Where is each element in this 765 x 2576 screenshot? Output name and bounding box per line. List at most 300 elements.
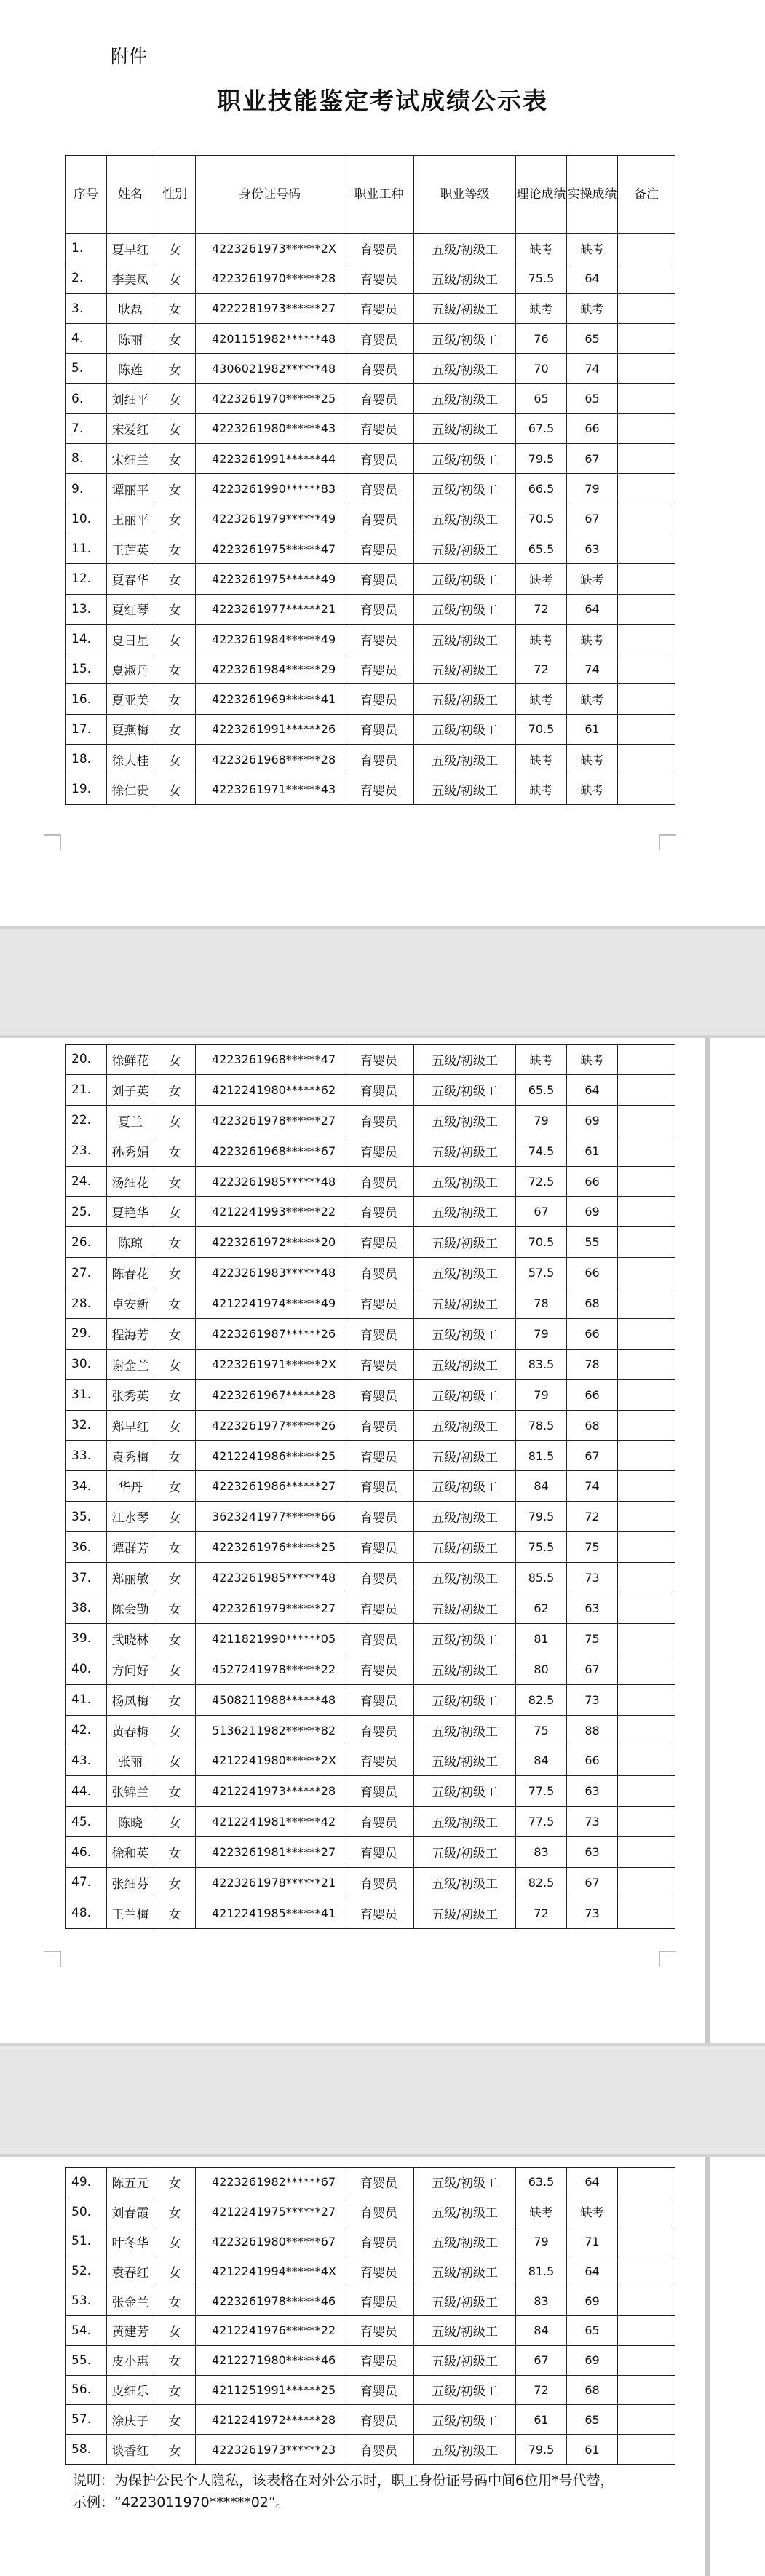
cell-name: 徐鲜花: [107, 1045, 154, 1075]
cell-id: 4223261980******43: [196, 413, 344, 443]
cell-practice: 61: [567, 2435, 618, 2465]
cell-theory: 76: [516, 323, 567, 353]
cell-name: 陈春花: [107, 1258, 154, 1288]
cell-remark: [618, 293, 675, 323]
cell-gender: 女: [154, 2256, 196, 2286]
cell-gender: 女: [154, 1227, 196, 1258]
table-row: [66, 1776, 675, 1807]
cell-name: 方问好: [107, 1654, 154, 1684]
cell-remark: [618, 1776, 675, 1807]
cell-practice: 73: [567, 1684, 618, 1715]
cell-job: 育婴员: [344, 684, 414, 714]
cell-practice: 67: [567, 1440, 618, 1471]
cell-level: 五级/初级工: [414, 1623, 516, 1654]
table-row: [66, 1410, 675, 1440]
cell-remark: [618, 1166, 675, 1197]
cell-theory: 79.5: [516, 1502, 567, 1532]
cell-job: 育婴员: [344, 2256, 414, 2286]
cell-gender: 女: [154, 1045, 196, 1075]
cell-seq: 34.: [66, 1471, 107, 1502]
cell-remark: [618, 1563, 675, 1593]
cell-gender: 女: [154, 2435, 196, 2465]
cell-gender: 女: [154, 714, 196, 744]
cell-remark: [618, 1349, 675, 1379]
cell-seq: 21.: [66, 1074, 107, 1105]
cell-practice: 65: [567, 2315, 618, 2345]
cell-level: 五级/初级工: [414, 1288, 516, 1319]
table-row: [66, 594, 675, 624]
cell-seq: 28.: [66, 1288, 107, 1319]
cell-level: 五级/初级工: [414, 564, 516, 594]
cell-job: 育婴员: [344, 714, 414, 744]
cell-theory: 79.5: [516, 2435, 567, 2465]
cell-gender: 女: [154, 354, 196, 384]
cell-remark: [618, 1837, 675, 1868]
cell-name: 陈莲: [107, 354, 154, 384]
cell-remark: [618, 1868, 675, 1898]
cell-theory: 缺考: [516, 624, 567, 654]
cell-name: 夏早红: [107, 234, 154, 263]
attachment-label: 附件: [111, 46, 148, 67]
cell-job: 育婴员: [344, 1379, 414, 1410]
cell-seq: 16.: [66, 684, 107, 714]
header-theory: 理论成绩: [516, 156, 567, 234]
cell-level: 五级/初级工: [414, 1319, 516, 1350]
cell-seq: 36.: [66, 1532, 107, 1563]
cell-level: 五级/初级工: [414, 1136, 516, 1166]
cell-job: 育婴员: [344, 1166, 414, 1197]
cell-remark: [618, 1593, 675, 1624]
cell-seq: 27.: [66, 1258, 107, 1288]
cell-gender: 女: [154, 534, 196, 563]
cell-theory: 79: [516, 1319, 567, 1350]
cell-theory: 63.5: [516, 2168, 567, 2197]
cell-theory: 72: [516, 1898, 567, 1928]
cell-remark: [618, 1898, 675, 1928]
cell-theory: 79.5: [516, 444, 567, 474]
table-row: [66, 2286, 675, 2316]
cell-gender: 女: [154, 1258, 196, 1288]
cell-seq: 20.: [66, 1045, 107, 1075]
cell-practice: 69: [567, 2286, 618, 2316]
cell-gender: 女: [154, 1807, 196, 1837]
cell-remark: [618, 2345, 675, 2375]
cell-name: 徐和英: [107, 1837, 154, 1868]
cell-remark: [618, 444, 675, 474]
cell-practice: 67: [567, 1654, 618, 1684]
cell-id: 4212241994******4X: [196, 2256, 344, 2286]
cell-job: 育婴员: [344, 1227, 414, 1258]
cell-theory: 72: [516, 594, 567, 624]
cell-seq: 44.: [66, 1776, 107, 1807]
score-table-page-1: [65, 155, 675, 805]
cell-gender: 女: [154, 1654, 196, 1684]
cell-job: 育婴员: [344, 1868, 414, 1898]
cell-id: 4212241972******28: [196, 2405, 344, 2435]
cell-level: 五级/初级工: [414, 263, 516, 293]
cell-name: 涂庆子: [107, 2405, 154, 2435]
cell-remark: [618, 1471, 675, 1502]
cell-seq: 45.: [66, 1807, 107, 1837]
cell-job: 育婴员: [344, 1807, 414, 1837]
cell-remark: [618, 384, 675, 413]
cell-name: 叶冬华: [107, 2227, 154, 2256]
cell-job: 育婴员: [344, 2315, 414, 2345]
cell-level: 五级/初级工: [414, 1898, 516, 1928]
cell-practice: 63: [567, 534, 618, 563]
cell-remark: [618, 2315, 675, 2345]
cell-name: 华丹: [107, 1471, 154, 1502]
cell-gender: 女: [154, 1410, 196, 1440]
cell-seq: 5.: [66, 354, 107, 384]
cell-practice: 88: [567, 1715, 618, 1745]
cell-job: 育婴员: [344, 1745, 414, 1776]
cell-level: 五级/初级工: [414, 413, 516, 443]
cell-job: 育婴员: [344, 2405, 414, 2435]
cell-job: 育婴员: [344, 1563, 414, 1593]
cell-remark: [618, 1684, 675, 1715]
crop-mark-right: [659, 1951, 676, 1967]
cell-id: 4223261979******27: [196, 1593, 344, 1624]
cell-theory: 81.5: [516, 2256, 567, 2286]
cell-job: 育婴员: [344, 1471, 414, 1502]
cell-seq: 53.: [66, 2286, 107, 2316]
cell-level: 五级/初级工: [414, 1105, 516, 1136]
table-row: [66, 504, 675, 534]
cell-name: 陈琼: [107, 1227, 154, 1258]
cell-id: 4223261971******43: [196, 774, 344, 804]
cell-gender: 女: [154, 684, 196, 714]
cell-level: 五级/初级工: [414, 474, 516, 504]
table-row: [66, 1593, 675, 1624]
cell-id: 5136211982******82: [196, 1715, 344, 1745]
cell-name: 陈丽: [107, 323, 154, 353]
cell-practice: 66: [567, 1258, 618, 1288]
cell-theory: 70.5: [516, 1227, 567, 1258]
cell-name: 李美凤: [107, 263, 154, 293]
cell-id: 4223261975******49: [196, 564, 344, 594]
cell-gender: 女: [154, 323, 196, 353]
cell-theory: 66.5: [516, 474, 567, 504]
cell-job: 育婴员: [344, 564, 414, 594]
cell-id: 4527241978******22: [196, 1654, 344, 1684]
cell-practice: 68: [567, 1410, 618, 1440]
cell-name: 张金兰: [107, 2286, 154, 2316]
cell-theory: 67: [516, 1197, 567, 1227]
cell-name: 夏红琴: [107, 594, 154, 624]
cell-gender: 女: [154, 293, 196, 323]
cell-seq: 48.: [66, 1898, 107, 1928]
cell-id: 4223261970******25: [196, 384, 344, 413]
cell-seq: 4.: [66, 323, 107, 353]
cell-level: 五级/初级工: [414, 1837, 516, 1868]
cell-name: 谭丽平: [107, 474, 154, 504]
table-row: [66, 1136, 675, 1166]
cell-job: 育婴员: [344, 1136, 414, 1166]
cell-id: 4212241974******49: [196, 1288, 344, 1319]
cell-gender: 女: [154, 1502, 196, 1532]
cell-theory: 缺考: [516, 1045, 567, 1075]
cell-seq: 43.: [66, 1745, 107, 1776]
cell-name: 陈会勤: [107, 1593, 154, 1624]
cell-job: 育婴员: [344, 2227, 414, 2256]
cell-name: 张丽: [107, 1745, 154, 1776]
cell-id: 4223261978******27: [196, 1105, 344, 1136]
cell-level: 五级/初级工: [414, 1684, 516, 1715]
cell-name: 王丽平: [107, 504, 154, 534]
cell-remark: [618, 1410, 675, 1440]
cell-seq: 23.: [66, 1136, 107, 1166]
cell-job: 育婴员: [344, 474, 414, 504]
cell-practice: 74: [567, 1471, 618, 1502]
cell-id: 4211251991******25: [196, 2375, 344, 2405]
cell-theory: 82.5: [516, 1684, 567, 1715]
cell-theory: 缺考: [516, 2197, 567, 2227]
cell-gender: 女: [154, 654, 196, 684]
cell-level: 五级/初级工: [414, 2197, 516, 2227]
cell-practice: 缺考: [567, 774, 618, 804]
cell-id: 4223261986******27: [196, 1471, 344, 1502]
cell-remark: [618, 2375, 675, 2405]
cell-remark: [618, 1227, 675, 1258]
cell-seq: 35.: [66, 1502, 107, 1532]
header-job: 职业工种: [344, 156, 414, 234]
cell-theory: 缺考: [516, 293, 567, 323]
cell-practice: 74: [567, 654, 618, 684]
cell-id: 4212241981******42: [196, 1807, 344, 1837]
cell-seq: 24.: [66, 1166, 107, 1197]
cell-seq: 42.: [66, 1715, 107, 1745]
cell-gender: 女: [154, 594, 196, 624]
cell-name: 汤细花: [107, 1166, 154, 1197]
header-gender: 性别: [154, 156, 196, 234]
cell-practice: 61: [567, 714, 618, 744]
cell-level: 五级/初级工: [414, 444, 516, 474]
table-row: [66, 354, 675, 384]
cell-seq: 9.: [66, 474, 107, 504]
table-row: [66, 384, 675, 413]
cell-level: 五级/初级工: [414, 594, 516, 624]
cell-job: 育婴员: [344, 413, 414, 443]
cell-gender: 女: [154, 504, 196, 534]
cell-practice: 75: [567, 1623, 618, 1654]
cell-name: 黄春梅: [107, 1715, 154, 1745]
cell-gender: 女: [154, 263, 196, 293]
cell-theory: 缺考: [516, 684, 567, 714]
table-row: [66, 474, 675, 504]
cell-job: 育婴员: [344, 384, 414, 413]
cell-theory: 缺考: [516, 745, 567, 774]
table-row: [66, 1440, 675, 1471]
cell-remark: [618, 1258, 675, 1288]
cell-remark: [618, 1105, 675, 1136]
cell-practice: 64: [567, 1074, 618, 1105]
table-row: [66, 263, 675, 293]
cell-practice: 64: [567, 2256, 618, 2286]
cell-practice: 缺考: [567, 293, 618, 323]
cell-practice: 63: [567, 1776, 618, 1807]
cell-id: 4306021982******48: [196, 354, 344, 384]
table-row: [66, 774, 675, 804]
cell-practice: 69: [567, 1197, 618, 1227]
cell-level: 五级/初级工: [414, 2286, 516, 2316]
cell-remark: [618, 594, 675, 624]
cell-seq: 55.: [66, 2345, 107, 2375]
cell-name: 耿磊: [107, 293, 154, 323]
cell-id: 4212241986******25: [196, 1440, 344, 1471]
cell-practice: 63: [567, 1837, 618, 1868]
cell-theory: 缺考: [516, 774, 567, 804]
cell-job: 育婴员: [344, 1502, 414, 1532]
cell-job: 育婴员: [344, 1045, 414, 1075]
cell-remark: [618, 1745, 675, 1776]
cell-job: 育婴员: [344, 323, 414, 353]
cell-seq: 6.: [66, 384, 107, 413]
cell-name: 谭群芳: [107, 1532, 154, 1563]
cell-job: 育婴员: [344, 1410, 414, 1440]
cell-level: 五级/初级工: [414, 1440, 516, 1471]
cell-job: 育婴员: [344, 745, 414, 774]
cell-remark: [618, 774, 675, 804]
cell-theory: 77.5: [516, 1807, 567, 1837]
cell-gender: 女: [154, 2227, 196, 2256]
cell-id: 4223261980******67: [196, 2227, 344, 2256]
cell-gender: 女: [154, 234, 196, 263]
cell-practice: 74: [567, 354, 618, 384]
cell-id: 4223261978******21: [196, 1868, 344, 1898]
table-row: [66, 1807, 675, 1837]
cell-name: 袁秀梅: [107, 1440, 154, 1471]
table-row: [66, 684, 675, 714]
cell-gender: 女: [154, 774, 196, 804]
cell-practice: 65: [567, 323, 618, 353]
cell-gender: 女: [154, 1563, 196, 1593]
note-line-2: 示例：“4223011970******02”。: [73, 2494, 290, 2510]
cell-id: 4222281973******27: [196, 293, 344, 323]
cell-theory: 61: [516, 2405, 567, 2435]
cell-seq: 2.: [66, 263, 107, 293]
cell-practice: 67: [567, 444, 618, 474]
table-row: [66, 444, 675, 474]
cell-id: 4223261970******28: [196, 263, 344, 293]
cell-theory: 81.5: [516, 1440, 567, 1471]
table-row: [66, 654, 675, 684]
table-row: [66, 2345, 675, 2375]
cell-seq: 10.: [66, 504, 107, 534]
cell-gender: 女: [154, 1319, 196, 1350]
cell-job: 育婴员: [344, 2168, 414, 2197]
table-row: [66, 1898, 675, 1928]
cell-job: 育婴员: [344, 2345, 414, 2375]
cell-level: 五级/初级工: [414, 1532, 516, 1563]
cell-name: 夏日星: [107, 624, 154, 654]
cell-level: 五级/初级工: [414, 2405, 516, 2435]
cell-practice: 缺考: [567, 564, 618, 594]
cell-name: 孙秀娟: [107, 1136, 154, 1166]
cell-practice: 73: [567, 1898, 618, 1928]
cell-theory: 70: [516, 354, 567, 384]
cell-name: 夏兰: [107, 1105, 154, 1136]
cell-id: 4223261983******48: [196, 1258, 344, 1288]
cell-id: 4212271980******46: [196, 2345, 344, 2375]
cell-seq: 22.: [66, 1105, 107, 1136]
table-row: [66, 234, 675, 263]
cell-level: 五级/初级工: [414, 534, 516, 563]
cell-level: 五级/初级工: [414, 2256, 516, 2286]
cell-remark: [618, 1045, 675, 1075]
cell-gender: 女: [154, 564, 196, 594]
cell-practice: 65: [567, 2405, 618, 2435]
cell-job: 育婴员: [344, 1105, 414, 1136]
cell-practice: 71: [567, 2227, 618, 2256]
cell-gender: 女: [154, 1288, 196, 1319]
cell-level: 五级/初级工: [414, 1868, 516, 1898]
cell-level: 五级/初级工: [414, 1745, 516, 1776]
cell-practice: 72: [567, 1502, 618, 1532]
cell-theory: 79: [516, 2227, 567, 2256]
cell-remark: [618, 624, 675, 654]
header-practice: 实操成绩: [567, 156, 618, 234]
cell-theory: 72.5: [516, 1166, 567, 1197]
cell-job: 育婴员: [344, 293, 414, 323]
page-edge-bar: [705, 1038, 710, 2043]
cell-seq: 39.: [66, 1623, 107, 1654]
cell-id: 4223261973******23: [196, 2435, 344, 2465]
table-row: [66, 1258, 675, 1288]
cell-job: 育婴员: [344, 2286, 414, 2316]
cell-practice: 69: [567, 1105, 618, 1136]
cell-gender: 女: [154, 1532, 196, 1563]
cell-id: 4223261973******2X: [196, 234, 344, 263]
cell-practice: 55: [567, 1227, 618, 1258]
cell-name: 夏艳华: [107, 1197, 154, 1227]
cell-job: 育婴员: [344, 1258, 414, 1288]
page-gap-2: [0, 2043, 765, 2157]
cell-level: 五级/初级工: [414, 234, 516, 263]
cell-level: 五级/初级工: [414, 1715, 516, 1745]
cell-level: 五级/初级工: [414, 1563, 516, 1593]
table-row: [66, 2197, 675, 2227]
cell-theory: 缺考: [516, 564, 567, 594]
cell-level: 五级/初级工: [414, 354, 516, 384]
table-row: [66, 2256, 675, 2286]
cell-seq: 32.: [66, 1410, 107, 1440]
cell-seq: 46.: [66, 1837, 107, 1868]
cell-gender: 女: [154, 474, 196, 504]
cell-level: 五级/初级工: [414, 774, 516, 804]
cell-theory: 83.5: [516, 1349, 567, 1379]
cell-gender: 女: [154, 1868, 196, 1898]
cell-seq: 57.: [66, 2405, 107, 2435]
cell-job: 育婴员: [344, 1715, 414, 1745]
cell-practice: 73: [567, 1807, 618, 1837]
cell-name: 武晓林: [107, 1623, 154, 1654]
cell-seq: 3.: [66, 293, 107, 323]
page-title: 职业技能鉴定考试成绩公示表: [217, 87, 548, 115]
cell-level: 五级/初级工: [414, 1074, 516, 1105]
cell-job: 育婴员: [344, 1684, 414, 1715]
table-row: [66, 1379, 675, 1410]
cell-remark: [618, 504, 675, 534]
cell-practice: 69: [567, 2345, 618, 2375]
cell-job: 育婴员: [344, 1898, 414, 1928]
table-row: [66, 1471, 675, 1502]
cell-theory: 74.5: [516, 1136, 567, 1166]
cell-practice: 64: [567, 594, 618, 624]
cell-remark: [618, 263, 675, 293]
cell-seq: 51.: [66, 2227, 107, 2256]
cell-id: 4223261981******27: [196, 1837, 344, 1868]
